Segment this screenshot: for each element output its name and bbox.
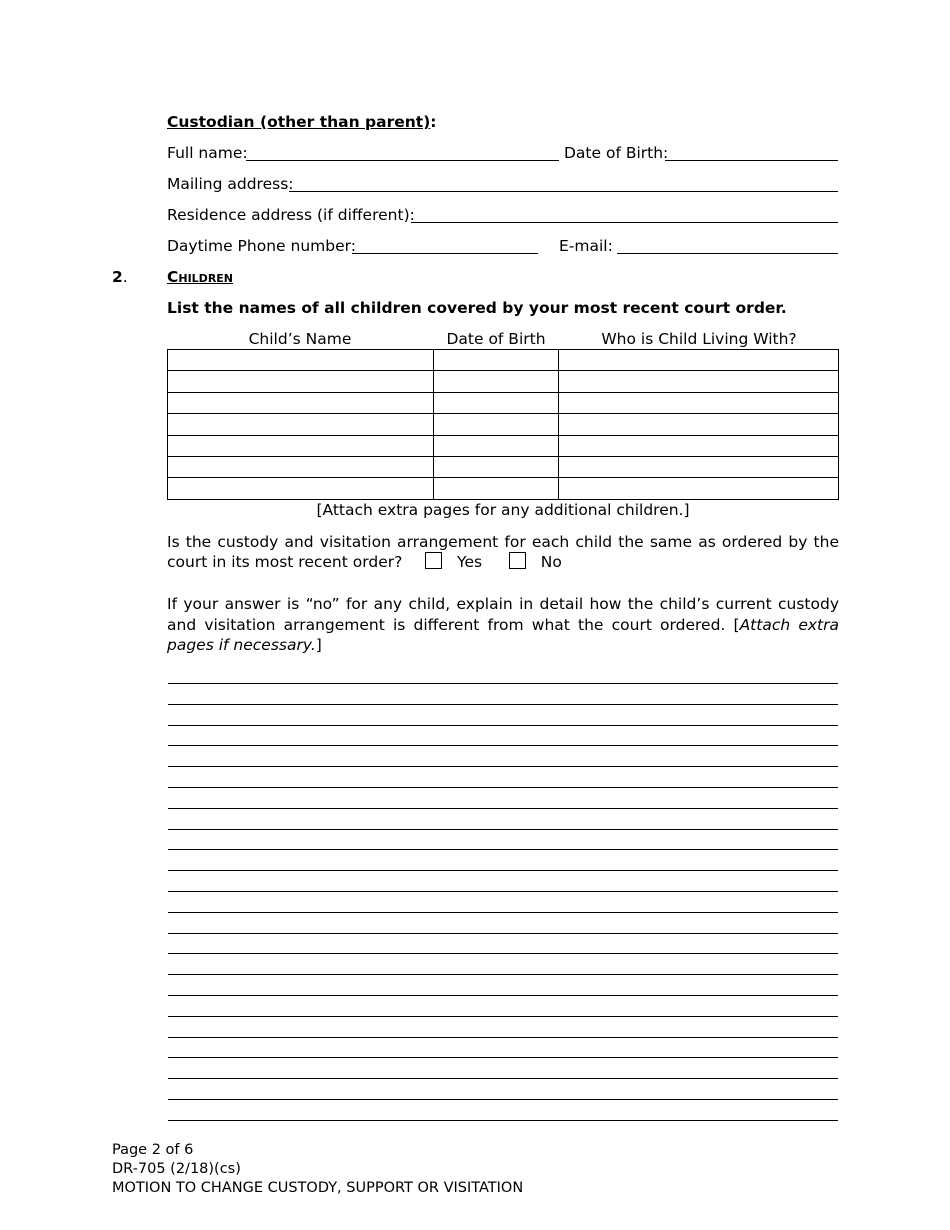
ruled-line[interactable] xyxy=(168,745,838,746)
ruled-line[interactable] xyxy=(168,891,838,892)
table-cell[interactable] xyxy=(559,392,839,413)
footer-form-id: DR-705 (2/18)(cs) xyxy=(112,1161,241,1177)
table-row xyxy=(168,414,839,435)
ruled-line[interactable] xyxy=(168,933,838,934)
explain-paragraph: If your answer is “no” for any child, explain in detail how the child’s current custody and visitation arrangement is different from what the court ordered. [Attach extra pages if necessary.] xyxy=(167,595,840,654)
custody-question: Is the custody and visitation arrangement for each child the same as ordered by the court in its most recent order? Yes No xyxy=(167,533,839,571)
ruled-line[interactable] xyxy=(168,704,838,705)
ruled-line[interactable] xyxy=(168,766,838,767)
yes-label: Yes xyxy=(457,553,483,571)
table-cell[interactable] xyxy=(168,392,434,413)
residence-address-label: Residence address (if different): xyxy=(167,206,415,224)
table-cell[interactable] xyxy=(433,414,559,435)
table-cell[interactable] xyxy=(168,350,434,371)
section-title: Children xyxy=(167,268,234,286)
dob-label: Date of Birth: xyxy=(564,144,669,162)
footer-form-title: MOTION TO CHANGE CUSTODY, SUPPORT OR VISITATION xyxy=(112,1180,524,1196)
ruled-line[interactable] xyxy=(168,1016,838,1017)
section-number: 2. xyxy=(112,268,128,286)
table-cell[interactable] xyxy=(433,478,559,499)
table-row xyxy=(168,350,839,371)
table-row xyxy=(168,456,839,477)
ruled-line[interactable] xyxy=(168,787,838,788)
ruled-line[interactable] xyxy=(168,829,838,830)
email-field[interactable] xyxy=(617,253,838,254)
residence-address-field[interactable] xyxy=(411,222,838,223)
table-cell[interactable] xyxy=(433,350,559,371)
ruled-line[interactable] xyxy=(168,953,838,954)
ruled-line[interactable] xyxy=(168,808,838,809)
email-label: E-mail: xyxy=(559,237,613,255)
table-cell[interactable] xyxy=(559,371,839,392)
table-cell[interactable] xyxy=(168,371,434,392)
ruled-line[interactable] xyxy=(168,1099,838,1100)
full-name-field[interactable] xyxy=(246,160,559,161)
table-cell[interactable] xyxy=(168,456,434,477)
ruled-line[interactable] xyxy=(168,683,838,684)
ruled-line[interactable] xyxy=(168,849,838,850)
table-cell[interactable] xyxy=(168,435,434,456)
table-cell[interactable] xyxy=(168,478,434,499)
dob-field[interactable] xyxy=(665,160,838,161)
ruled-line[interactable] xyxy=(168,974,838,975)
table-cell[interactable] xyxy=(433,435,559,456)
footer-page: Page 2 of 6 xyxy=(112,1142,194,1158)
ruled-line[interactable] xyxy=(168,1057,838,1058)
mailing-address-label: Mailing address: xyxy=(167,175,294,193)
table-cell[interactable] xyxy=(433,371,559,392)
ruled-line[interactable] xyxy=(168,995,838,996)
table-cell[interactable] xyxy=(168,414,434,435)
yes-checkbox[interactable] xyxy=(425,552,442,569)
table-cell[interactable] xyxy=(559,414,839,435)
full-name-label: Full name: xyxy=(167,144,248,162)
ruled-line[interactable] xyxy=(168,912,838,913)
table-row xyxy=(168,371,839,392)
children-table xyxy=(167,349,839,500)
table-cell[interactable] xyxy=(433,392,559,413)
table-cell[interactable] xyxy=(559,456,839,477)
no-label: No xyxy=(540,553,562,571)
ruled-line[interactable] xyxy=(168,1120,838,1121)
ruled-line[interactable] xyxy=(168,1078,838,1079)
table-cell[interactable] xyxy=(433,456,559,477)
table-cell[interactable] xyxy=(559,435,839,456)
custodian-heading: Custodian (other than parent): xyxy=(167,113,437,131)
table-row xyxy=(168,392,839,413)
ruled-line[interactable] xyxy=(168,1037,838,1038)
table-row xyxy=(168,435,839,456)
table-row xyxy=(168,478,839,499)
col-header-child-name: Child’s Name xyxy=(248,330,352,348)
ruled-line[interactable] xyxy=(168,725,838,726)
mailing-address-field[interactable] xyxy=(289,191,838,192)
table-cell[interactable] xyxy=(559,478,839,499)
col-header-living-with: Who is Child Living With? xyxy=(601,330,797,348)
no-checkbox[interactable] xyxy=(509,552,526,569)
phone-label: Daytime Phone number: xyxy=(167,237,356,255)
attach-note: [Attach extra pages for any additional children.] xyxy=(316,501,690,519)
phone-field[interactable] xyxy=(352,253,538,254)
ruled-line[interactable] xyxy=(168,870,838,871)
table-cell[interactable] xyxy=(559,350,839,371)
col-header-dob: Date of Birth xyxy=(446,330,546,348)
children-instruction: List the names of all children covered by your most recent court order. xyxy=(167,299,787,317)
footer xyxy=(112,1141,523,1198)
